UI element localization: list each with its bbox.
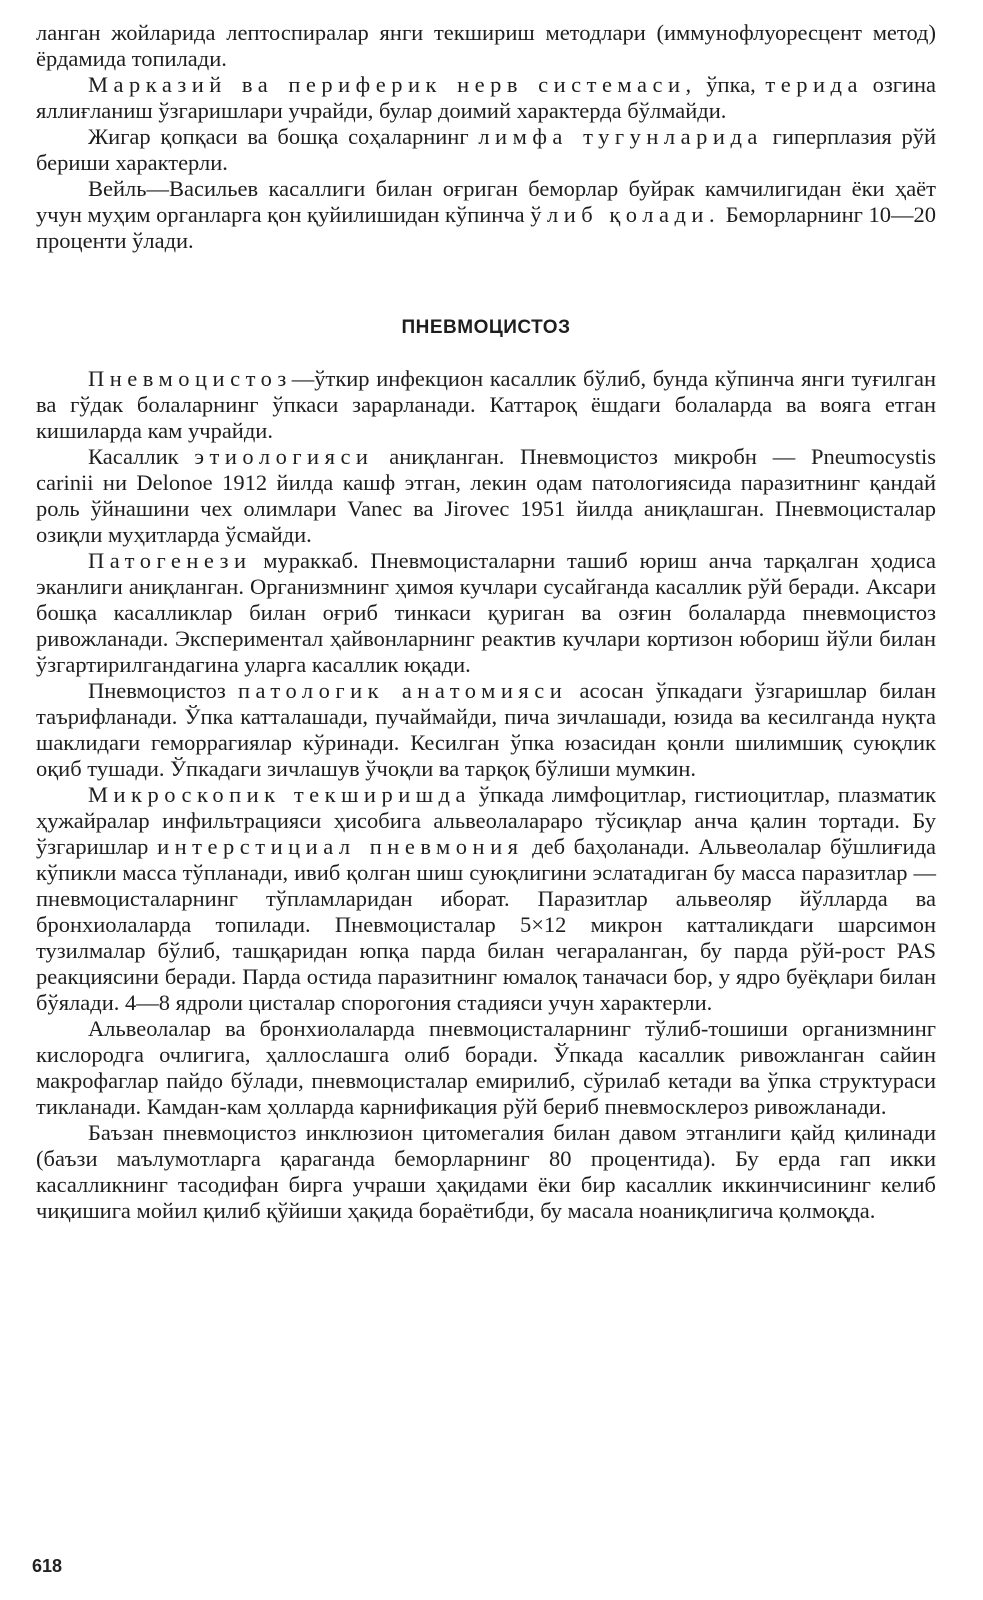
paragraph-text: —ўткир инфекцион касаллик бўлиб, бунда кўпинча янги туғилган ва гўдак болаларнинг ўпкаси зарарланади. Каттароқ ёшдаги болаларда ва вояга етган кишиларда кам учрайди. — [36, 366, 936, 443]
paragraph-text: озгина яллиғланиш ўзгаришлари учрайди, булар доимий характерда бўлмайди. — [36, 72, 937, 123]
paragraph-text: деб баҳоланади. Альвеолалар бўшлиғида кўпикли масса тўпланади, ивиб қолган шиш суюқлигини эслатадиган бу масса паразитлар — пневмоцисталарнинг тўпламларидан иборат. Паразитлар альвеоляр йўлларда ва бронхиолаларда топилади. Пневмоцисталар 5×12 микрон катталикдаги шарсимон тузилмалар бўлиб, ташқаридан юпқа парда билан чегараланган, бу парда рўй-рост PAS реакциясини беради. Парда остида паразитнинг юмалоқ таначаси бор, у ядро буёқлари билан бўялади. 4—8 ядроли цисталар спорогония стадияси учун характерли. — [36, 834, 937, 1015]
emphasized-term: этиологияси — [194, 444, 374, 469]
emphasized-term: Микроскопик текширишда — [88, 782, 471, 807]
paragraph-text: Вейль—Васильев касаллиги билан оғриган беморлар буйрак камчилигидан ёки ҳаёт учун муҳим органларга қон қуйилишидан кўпинча — [36, 176, 936, 227]
paragraph-liver — [36, 124, 936, 176]
emphasized-term: лимфа тугунларида — [478, 124, 763, 149]
emphasized-term: ўлиб қолади. — [530, 202, 721, 227]
paragraph-definition — [36, 366, 936, 444]
paragraph-text: Баъзан пневмоцистоз инклюзион цитомегалия билан давом этганлиги қайд қилинади (баъзи маълумотларга қараганда беморларнинг 80 процентида). Бу ерда гап икки касалликнинг тасодифан бирга учраши ҳақидами ёки бир касаллик иккинчисининг келиб чиқишига мойил қилиб қўйиши ҳақида бораётибди, бу масала ноаниқлигича қолмоқда. — [36, 1120, 936, 1223]
emphasized-term: патологик анатомияси — [237, 678, 568, 703]
emphasized-term: терида — [765, 72, 863, 97]
emphasized-term: Марказий ва периферик нерв системаси, — [88, 72, 697, 97]
paragraph-text: Касаллик — [88, 444, 195, 469]
emphasized-term: Пневмоцистоз — [88, 366, 292, 391]
section-title: ПНЕВМОЦИСТОЗ — [401, 317, 571, 338]
paragraph-nervous-system — [36, 72, 936, 124]
paragraph-text: асосан ўпкадаги ўзгаришлар билан таърифланади. Ўпка катталашади, пучаймайди, пича зичлашади, юзида ва кесилганда нуқта шаклидаги геморрагиялар кўринади. Кесилган ўпка юзасидан қонли шилимшиқ суюқлик оқиб тушади. Ўпкадаги зичлашув ўчоқли ва тарқоқ бўлиши мумкин. — [36, 678, 937, 781]
paragraph-text: ўпка, — [696, 72, 766, 97]
paragraph-text: мураккаб. Пневмоцисталарни ташиб юриш анча тарқалган ҳодиса эканлиги аниқланган. Организмнинг ҳимоя кучлари сусайганда касаллик рўй беради. Аксари бошқа касалликлар билан оғриб тинкаси қуриган ва озғин болаларда пневмоцистоз ривожланади. Экспериментал ҳайвонларнинг реактив кучлари кортизон юбориш йўли билан ўзгартирилгандагина уларга касаллик юқади. — [36, 548, 936, 677]
paragraph-alveoli — [36, 1016, 936, 1120]
emphasized-term: интерстициал пневмония — [157, 834, 524, 859]
paragraph-continuation — [36, 20, 936, 72]
paragraph-text: аниқланган. Пневмоцистоз микробн — Pneumocystis carinii ни Delonoe 1912 йилда кашф этган, лекин одам патологиясида паразитнинг қандай роль ўйнашини чех олимлари Vanec ва Jirovec 1951 йилда аниқлашган. Пневмоцисталар озиқли муҳитларда ўсмайди. — [36, 444, 936, 547]
paragraph-text: ланган жойларида лептоспиралар янги текшириш методлари (иммунофлуоресцент метод) ёрдамида топилади. — [36, 20, 936, 71]
paragraph-text: гиперплазия рўй бериши характерли. — [36, 124, 937, 175]
paragraph-cytomegaly — [36, 1120, 936, 1224]
paragraph-text: Беморларнинг 10—20 проценти ўлади. — [36, 202, 936, 253]
document-page — [36, 20, 936, 1580]
emphasized-term: Патогенези — [88, 548, 252, 573]
paragraph-pathogenesis — [36, 548, 936, 678]
paragraph-etiology — [36, 444, 936, 548]
paragraph-text: Альвеолалар ва бронхиолаларда пневмоцисталарнинг тўлиб-тошиши организмнинг кислородга очлигига, ҳаллослашга олиб боради. Ўпкада касаллик ривожланган сайин макрофаглар пайдо бўлади, пневмоцисталар емирилиб, сўрилаб кетади ва ўпка структураси тикланади. Камдан-кам ҳолларда карнификация рўй бериб пневмосклероз ривожланади. — [36, 1016, 936, 1119]
paragraph-pathologic-anatomy — [36, 678, 936, 782]
paragraph-text: Пневмоцистоз — [88, 678, 238, 703]
page-number: 618 — [32, 1556, 63, 1576]
paragraph-microscopy — [36, 782, 936, 1016]
paragraph-outcome — [36, 176, 936, 254]
paragraph-text: Жигар қопқаси ва бошқа соҳаларнинг — [88, 124, 479, 149]
paragraph-text: ўпкада лимфоцитлар, гистиоцитлар, плазматик ҳужайралар инфильтрацияси ҳисобига альвеолалараро тўсиқлар анча қалин тортади. Бу ўзгаришлар — [36, 782, 937, 859]
